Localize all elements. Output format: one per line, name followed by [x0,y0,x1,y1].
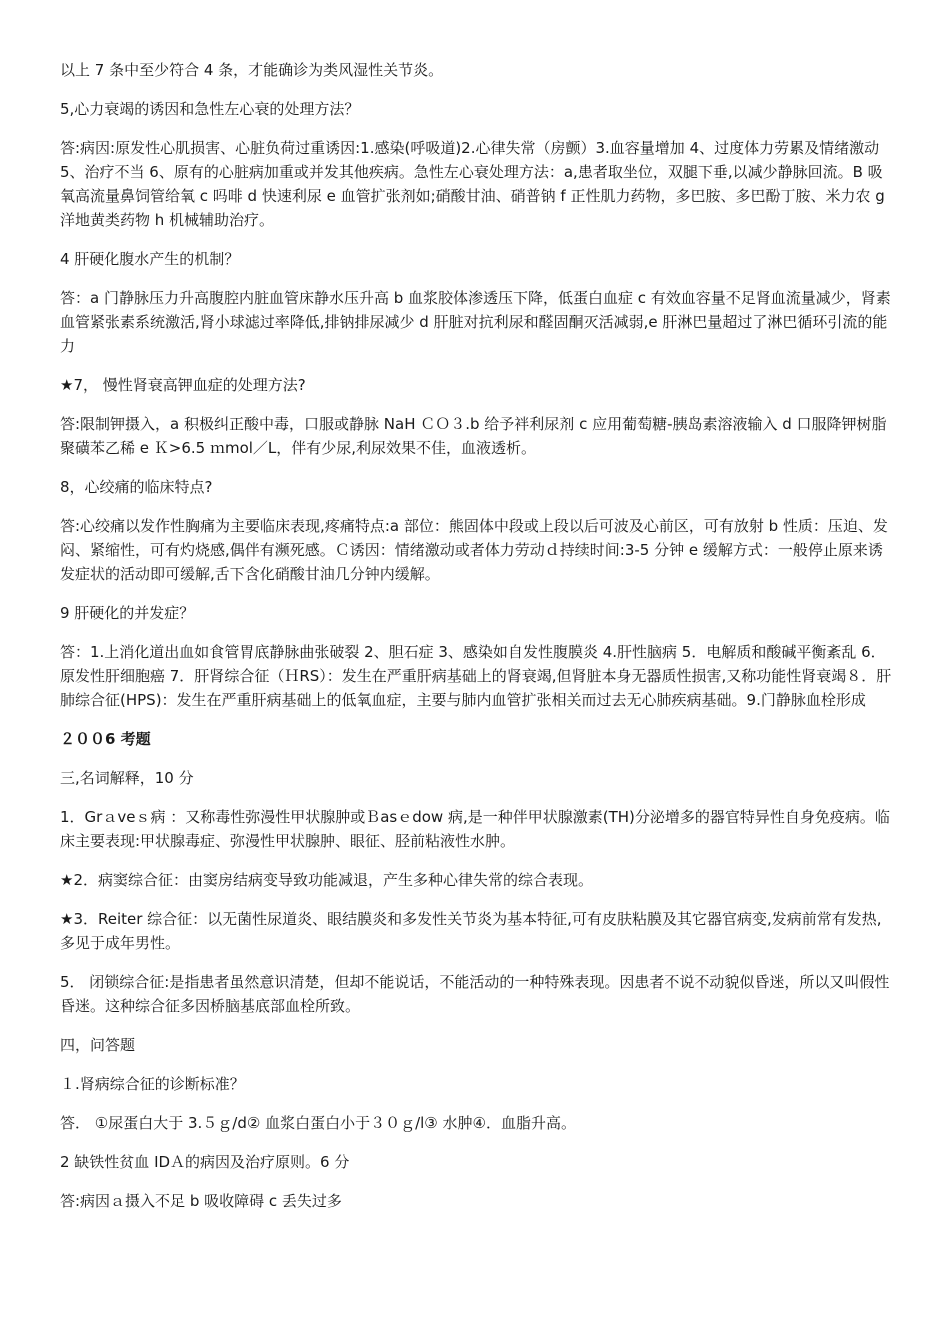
answer-cirrhosis-complications: 答：1.上消化道出血如食管胃底静脉曲张破裂 2、胆石症 3、感染如自发性腹膜炎 4.肝性脑病 5．电解质和酸碱平衡紊乱 6．原发性肝细胞癌 7．肝肾综合征（ＨRS）：发生在严重肝病基础上的肾衰竭,但肾脏本身无器质性损害,又称功能性肾衰竭８．肝肺综合征(HPS)：发生在严重肝病基础上的低氧血症，主要与肺内血管扩张相关而过去无心肺疾病基础。9.门静脉血栓形成 [60,643,892,709]
paragraph-ra-criteria-note: 以上 7 条中至少符合 4 条，才能确诊为类风湿性关节炎。 [60,61,444,79]
section-qa-heading: 四，问答题 [60,1036,136,1054]
question-hyperkalemia: ★7， 慢性肾衰高钾血症的处理方法? [60,376,306,394]
document-page [60,58,896,1228]
term-reiter: ★3．Reiter 综合征：以无菌性尿道炎、眼结膜炎和多发性关节炎为基本特征,可有皮肤粘膜及其它器官病变,发病前常有发热,多见于成年男性。 [60,910,882,952]
question-nephrotic: １.肾病综合征的诊断标准？ [60,1075,245,1093]
answer-heart-failure: 答:病因:原发性心肌损害、心脏负荷过重诱因:1.感染(呼吸道)2.心律失常（房颤）3.血容量增加 4、过度体力劳累及情绪激动 5、治疗不当 6、原有的心脏病加重或并发其他疾病。急性左心衰处理方法：a,患者取坐位，双腿下垂,以减少静脉回流。B 吸氧高流量鼻饲管给氧 c 吗啡 d 快速利尿 e 血管扩张剂如;硝酸甘油、硝普钠 f 正性肌力药物，多巴胺、多巴酚丁胺、米力农 g 洋地黄类药物 h 机械辅助治疗。 [60,139,885,229]
answer-nephrotic: 答． ①尿蛋白大于 3.５ｇ/d② 血浆白蛋白小于３０ｇ/l③ 水肿④．血脂升高。 [60,1114,576,1132]
question-cirrhosis-ascites: 4 肝硬化腹水产生的机制？ [60,250,240,268]
question-angina: 8，心绞痛的临床特点? [60,478,213,496]
answer-ida: 答:病因ａ摄入不足 b 吸收障碍 c 丢失过多 [60,1192,342,1210]
answer-hyperkalemia: 答:限制钾摄入，a 积极纠正酸中毒，口服或静脉 NaH ＣＯ３.b 给予袢利尿剂 c 应用葡萄糖-胰岛素溶液输入 d 口服降钾树脂聚磺苯乙稀 e Ｋ>6.5 ｍmol／L，伴有少尿,利尿效果不佳，血液透析。 [60,415,887,457]
term-graves: 1．Grａveｓ病 ：又称毒性弥漫性甲状腺肿或Ｂasｅdow 病,是一种伴甲状腺激素(TH)分泌增多的器官特异性自身免疫病。临床主要表现:甲状腺毒症、弥漫性甲状腺肿、眼征、胫前粘液性水肿。 [60,808,890,850]
answer-angina: 答:心绞痛以发作性胸痛为主要临床表现,疼痛特点:a 部位：熊固体中段或上段以后可波及心前区，可有放射 b 性质：压迫、发闷、紧缩性，可有灼烧感,偶伴有濒死感。Ｃ诱因：情绪激动或者体力劳动ｄ持续时间:3-5 分钟 e 缓解方式：一般停止原来诱发症状的活动即可缓解,舌下含化硝酸甘油几分钟内缓解。 [60,517,888,583]
term-locked-in: 5． 闭锁综合征:是指患者虽然意识清楚，但却不能说话，不能活动的一种特殊表现。因患者不说不动貌似昏迷，所以又叫假性昏迷。这种综合征多因桥脑基底部血栓所致。 [60,973,890,1015]
section-terms-heading: 三,名词解释，10 分 [60,769,194,787]
question-ida: 2 缺铁性贫血 IDＡ的病因及治疗原则。6 分 [60,1153,350,1171]
question-heart-failure: 5,心力衰竭的诱因和急性左心衰的处理方法？ [60,100,360,118]
question-cirrhosis-complications: 9 肝硬化的并发症？ [60,604,195,622]
section-heading-2006: ２００6 考题 [60,730,151,748]
answer-cirrhosis-ascites: 答：a 门静脉压力升高腹腔内脏血管床静水压升高 b 血浆胶体渗透压下降，低蛋白血症 c 有效血容量不足肾血流量减少，肾素血管紧张素系统激活,肾小球滤过率降低,排钠排尿减少 d 肝脏对抗利尿和醛固酮灭活减弱,e 肝淋巴量超过了淋巴循环引流的能力 [60,289,891,355]
term-sick-sinus: ★2．病窦综合征：由窦房结病变导致功能减退，产生多种心律失常的综合表现。 [60,871,593,889]
